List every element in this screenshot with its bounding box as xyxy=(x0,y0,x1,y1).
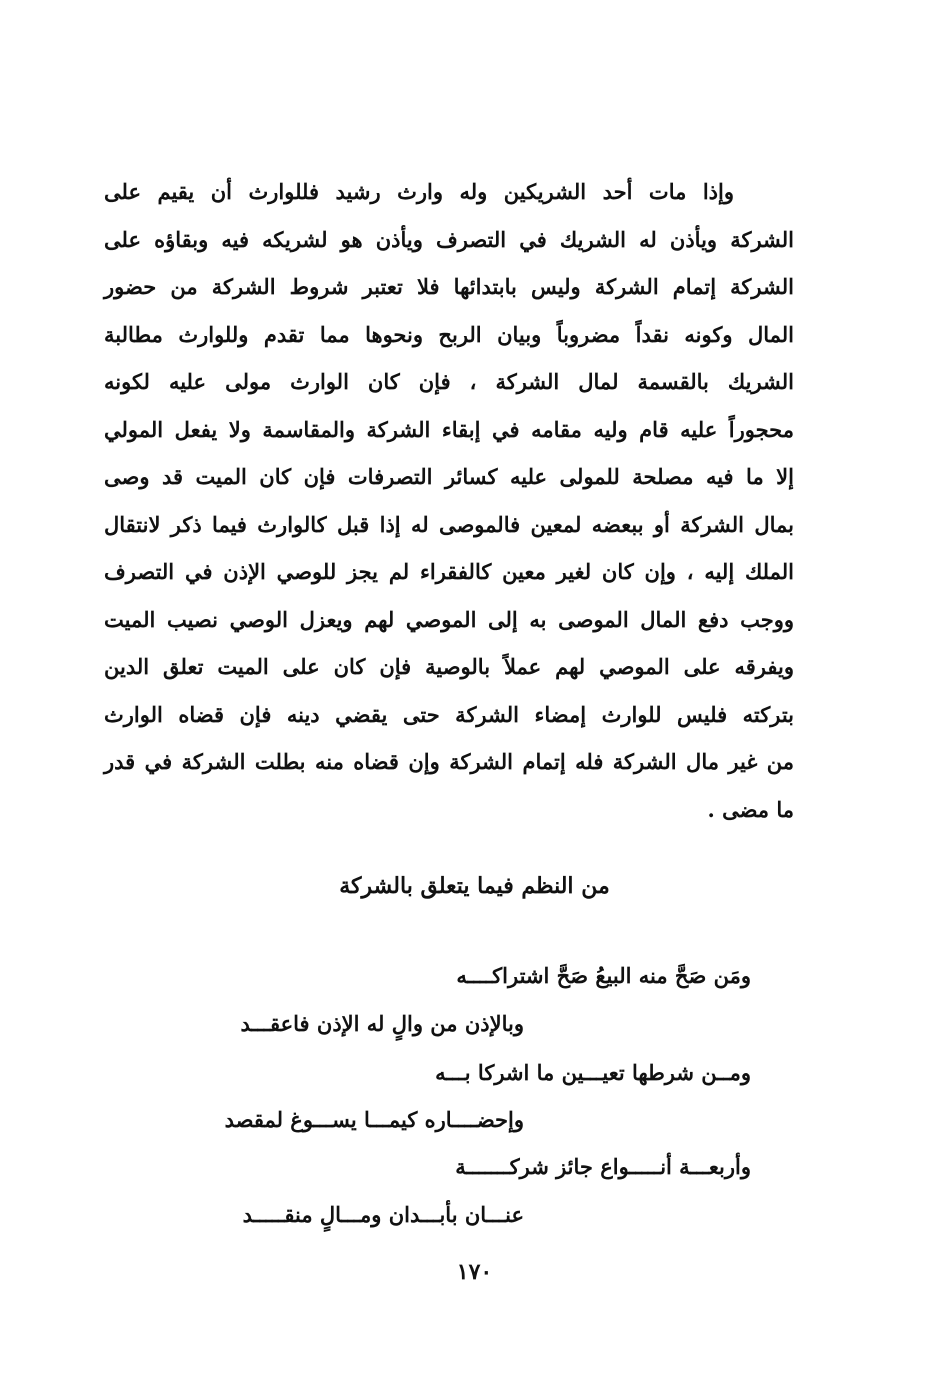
prose-line: إلا ما فيه مصلحة للمولى عليه كسائر التصرفات فإن كان الميت قد وصى xyxy=(104,464,794,489)
prose-line: بمال الشركة أو ببعضه لمعين فالموصى له إذا قبل كالوارث فيما ذكر لانتقال xyxy=(104,511,794,537)
prose-paragraph xyxy=(104,168,794,833)
prose-line: الشريك بالقسمة لمال الشركة ، فإن كان الوارث مولى عليه لكونه xyxy=(104,369,794,394)
poem-line: عنـــان بأبـــدان ومـــالٍ منقـــــد xyxy=(242,1202,524,1227)
prose-line: من غير مال الشركة فله إتمام الشركة وإن قضاه منه بطلت الشركة في قدر xyxy=(104,749,794,774)
poem-line: وبالإذن من والٍ له الإذن فاعقـــد xyxy=(240,1011,524,1036)
section-heading: من النظم فيما يتعلق بالشركة xyxy=(339,873,610,899)
poem-line: وأربعـــة أنـــــواع جائز شركـــــــة xyxy=(455,1154,751,1179)
prose-line: ووجب دفع المال الموصى به إلى الموصي لهم ويعزل الوصي نصيب الميت xyxy=(104,606,794,632)
page-number: ١٧٠ xyxy=(456,1259,493,1285)
prose-line: ويفرقه على الموصي لهم عملاً بالوصية فإن كان على الميت تعلق الدين xyxy=(104,654,794,679)
prose-line: المال وكونه نقداً مضروباً وبيان الربح ونحوها مما تقدم وللوارث مطالبة xyxy=(104,321,794,347)
prose-line: الملك إليه ، وإن كان لغير معين كالفقراء لم يجز للوصي الإذن في التصرف xyxy=(104,559,794,584)
prose-line: ما مضى . xyxy=(707,796,794,822)
poem-line: ومَن صَحَّ منه البيعُ صَحَّ اشتراكــــه xyxy=(456,963,751,988)
prose-line: وإذا مات أحد الشريكين وله وارث رشيد فللوارث أن يقيم على xyxy=(104,179,734,204)
prose-line: بتركته فليس للوارث إمضاء الشركة حتى يقضي دينه فإن قضاه الوارث xyxy=(104,701,794,727)
prose-line: الشركة ويأذن له الشريك في التصرف ويأذن هو لشريكه فيه وبقاؤه على xyxy=(104,226,794,252)
poem-line: وإحضــــاره كيمـــا يســـوغ لمقصد xyxy=(224,1107,524,1132)
poem-line: ومــن شرطها تعيـــين ما اشركا بـــه xyxy=(435,1060,751,1085)
prose-line: الشركة إتمام الشركة وليس بابتدائها فلا تعتبر شروط الشركة من حضور xyxy=(104,274,794,299)
prose-line: محجوراً عليه قام وليه مقامه في إبقاء الشركة والمقاسمة ولا يفعل المولي xyxy=(104,416,794,442)
